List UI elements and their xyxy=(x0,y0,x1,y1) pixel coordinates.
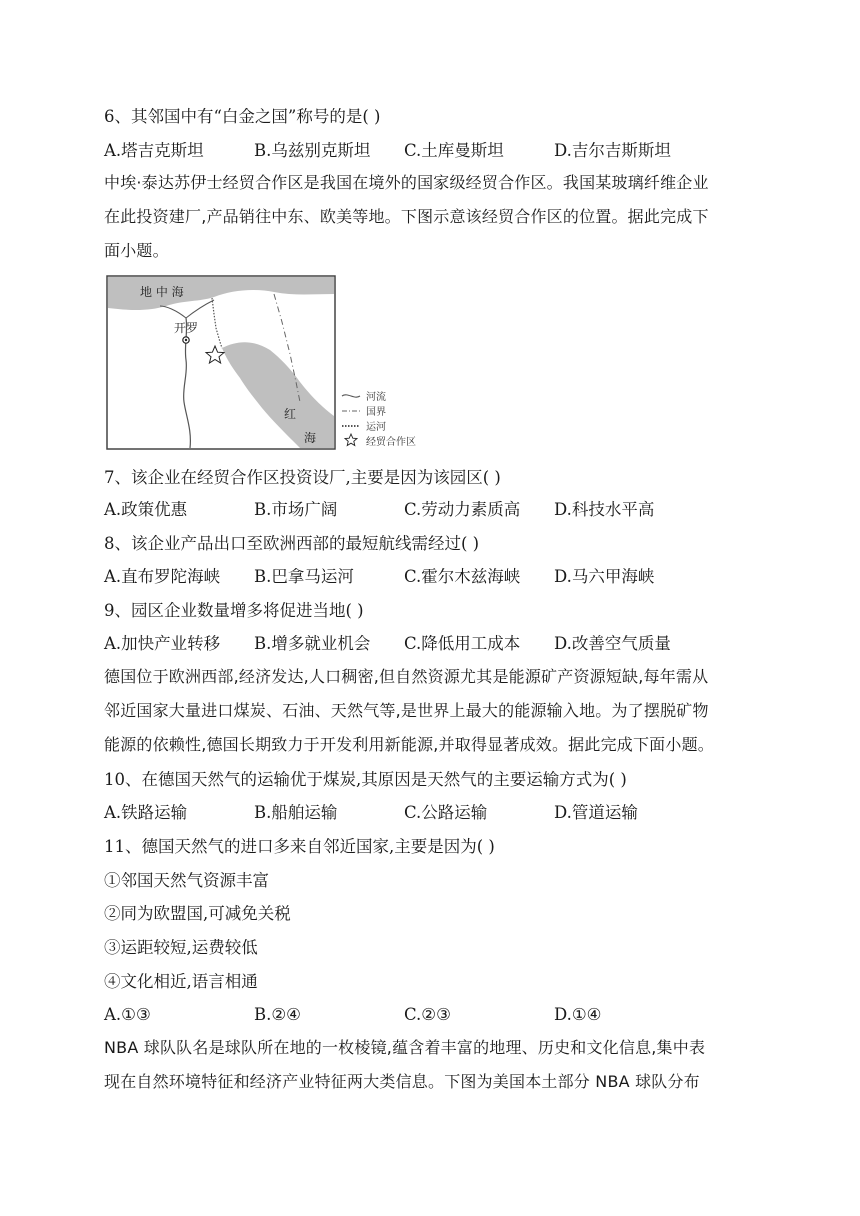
legend-canal: 运河 xyxy=(366,422,386,433)
q8-option-a: A.直布罗陀海峡 xyxy=(104,567,221,586)
q7-option-c: C.劳动力素质高 xyxy=(404,500,521,519)
q11-option-c: C.②③ xyxy=(404,1005,451,1024)
q10-option-b: B.船舶运输 xyxy=(254,803,338,822)
q7-option-d: D.科技水平高 xyxy=(554,500,655,519)
q6-option-a: A.塔吉克斯坦 xyxy=(104,141,204,160)
q10-option-d: D.管道运输 xyxy=(554,803,638,822)
passage2-line: 邻近国家大量进口煤炭、石油、天然气等,是世界上最大的能源输入地。为了摆脱矿物 xyxy=(104,701,709,720)
q9-option-a: A.加快产业转移 xyxy=(104,634,221,653)
passage1-line: 在此投资建厂,产品销往中东、欧美等地。下图示意该经贸合作区的位置。据此完成下 xyxy=(104,207,709,226)
passage3-line: NBA 球队队名是球队所在地的一枚棱镜,蕴含着丰富的地理、历史和文化信息,集中表 xyxy=(104,1038,706,1057)
q11-stem: 11、德国天然气的进口多来自邻近国家,主要是因为( ) xyxy=(104,837,495,856)
q10-option-c: C.公路运输 xyxy=(404,803,488,822)
q10-stem: 10、在德国天然气的运输优于煤炭,其原因是天然气的主要运输方式为( ) xyxy=(104,770,627,789)
passage-germany-energy xyxy=(104,660,756,762)
q10-option-a: A.铁路运输 xyxy=(104,803,188,822)
q6-option-b: B.乌兹别克斯坦 xyxy=(254,141,371,160)
q11-item-3: ③运距较短,运费较低 xyxy=(104,938,258,957)
map-label-red-2: 海 xyxy=(304,431,317,445)
suez-zone-map xyxy=(104,270,430,452)
passage1-line: 面小题。 xyxy=(104,241,169,260)
q7-option-b: B.市场广阔 xyxy=(254,500,338,519)
passage2-line: 德国位于欧洲西部,经济发达,人口稠密,但自然资源尤其是能源矿产资源短缺,每年需从 xyxy=(104,667,709,686)
q9-stem: 9、园区企业数量增多将促进当地( ) xyxy=(104,601,364,620)
q11-option-a: A.①③ xyxy=(104,1005,151,1024)
map-label-cairo: 开罗 xyxy=(174,321,199,335)
q6-stem: 6、其邻国中有“白金之国”称号的是( ) xyxy=(104,107,381,126)
q8-option-b: B.巴拿马运河 xyxy=(254,567,354,586)
q6-option-d: D.吉尔吉斯斯坦 xyxy=(554,141,671,160)
q11-option-d: D.①④ xyxy=(554,1005,602,1024)
passage2-line: 能源的依赖性,德国长期致力于开发利用新能源,并取得显著成效。据此完成下面小题。 xyxy=(104,735,714,754)
map-label-red-1: 红 xyxy=(284,407,297,421)
q7-stem: 7、该企业在经贸合作区投资设厂,主要是因为该园区( ) xyxy=(104,468,501,487)
q11-item-1: ①邻国天然气资源丰富 xyxy=(104,871,269,890)
q6-option-c: C.土库曼斯坦 xyxy=(404,141,504,160)
q8-stem: 8、该企业产品出口至欧洲西部的最短航线需经过( ) xyxy=(104,534,480,553)
legend-river: 河流 xyxy=(366,392,386,403)
q11-item-2: ②同为欧盟国,可减免关税 xyxy=(104,904,291,923)
legend-zone: 经贸合作区 xyxy=(366,437,416,448)
q8-option-c: C.霍尔木兹海峡 xyxy=(404,567,521,586)
q9-option-d: D.改善空气质量 xyxy=(554,634,671,653)
star-icon xyxy=(345,434,357,446)
passage-suez-zone xyxy=(104,166,756,268)
q9-option-c: C.降低用工成本 xyxy=(404,634,521,653)
passage3-line: 现在自然环境特征和经济产业特征两大类信息。下图为美国本土部分 NBA 球队分布 xyxy=(104,1072,700,1091)
q8-option-d: D.马六甲海峡 xyxy=(554,567,655,586)
legend-border: 国界 xyxy=(366,407,386,418)
map-label-mediterranean: 地 中 海 xyxy=(140,285,184,299)
q7-option-a: A.政策优惠 xyxy=(104,500,188,519)
passage1-line: 中埃·泰达苏伊士经贸合作区是我国在境外的国家级经贸合作区。我国某玻璃纤维企业 xyxy=(104,173,709,192)
q11-item-4: ④文化相近,语言相通 xyxy=(104,972,258,991)
q11-option-b: B.②④ xyxy=(254,1005,301,1024)
q9-option-b: B.增多就业机会 xyxy=(254,634,371,653)
passage-nba xyxy=(104,1031,756,1099)
